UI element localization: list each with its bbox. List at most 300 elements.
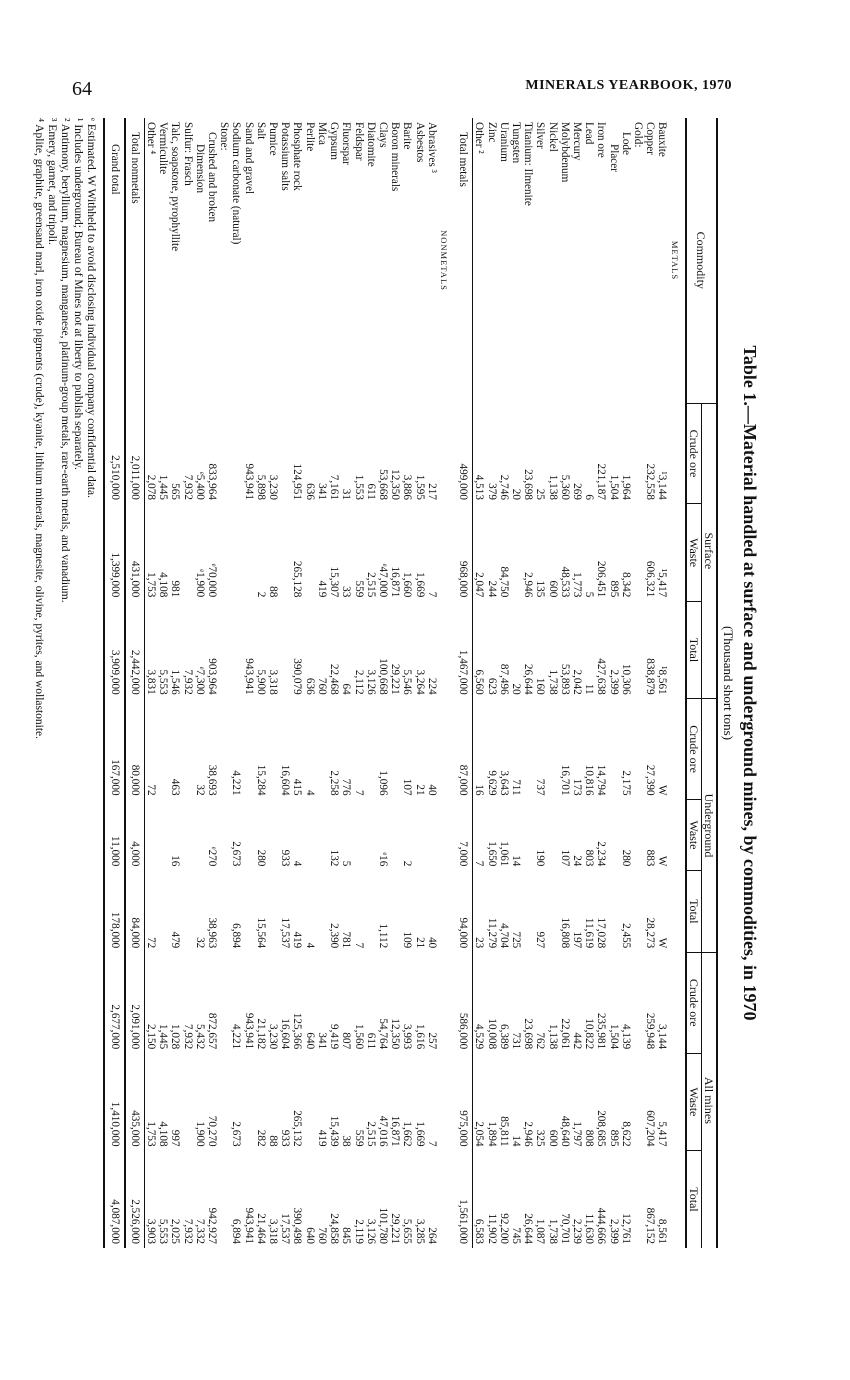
value-cell-a-total: 264 <box>425 1227 438 1244</box>
value-cell-u-ore <box>181 699 193 800</box>
table-row <box>510 118 522 1248</box>
value-cell-s-total: ᵉ7,300 <box>193 666 206 695</box>
value-cell-a-total: 6,583 <box>473 1218 486 1244</box>
value-cell-s-ore: 124,951 <box>291 463 304 500</box>
value-cell-s-waste: 1,753 <box>145 572 158 598</box>
value-cell-a-total: 745 <box>509 1227 522 1244</box>
value-cell-u-total <box>632 870 644 952</box>
commodity-name: Total metals <box>454 118 473 403</box>
commodity-header: Commodity <box>686 118 717 403</box>
value-cell-a-total: 942,927 <box>206 1207 219 1244</box>
value-cell-a-waste: 16,871 <box>389 1115 402 1147</box>
value-cell-a-ore: 5,432 <box>193 1024 206 1050</box>
commodity-name: Boron minerals <box>389 122 402 192</box>
value-cell-a-ore: 731 <box>509 1032 522 1050</box>
value-cell-s-total <box>230 601 242 698</box>
value-cell-a-waste: 5,417 <box>656 1121 669 1147</box>
value-cell-a-total: 2,526,000 <box>125 1151 145 1248</box>
value-cell-u-total <box>181 870 193 952</box>
value-cell-s-total: 11 <box>583 683 596 695</box>
footnotes <box>32 118 97 1248</box>
value-cell-u-total: 17,028 <box>595 917 608 949</box>
value-cell-u-ore <box>316 699 328 800</box>
value-cell-u-ore: 167,000 <box>104 699 124 800</box>
value-cell-s-waste <box>218 504 230 601</box>
value-cell-s-ore: 1,445 <box>157 474 170 500</box>
value-cell-u-ore: 15,284 <box>254 764 267 796</box>
value-cell-s-waste: 206,451 <box>595 560 608 598</box>
all-waste-header: Waste <box>686 1053 702 1150</box>
value-cell-a-total: 2,239 <box>570 1218 583 1244</box>
value-cell-s-waste <box>304 504 316 601</box>
value-cell-a-ore: 54,764 <box>376 1018 389 1050</box>
value-cell-s-waste: 981 <box>169 580 182 598</box>
value-cell-u-total: 109 <box>401 931 414 949</box>
value-cell-s-ore: 611 <box>364 483 377 500</box>
value-cell-a-ore: 12,350 <box>389 1018 402 1050</box>
value-cell-u-ore: 415 <box>291 778 304 796</box>
value-cell-s-ore: 25 <box>534 488 547 500</box>
value-cell-s-ore: 269 <box>570 483 583 500</box>
commodity-name: Sodium carbonate (natural) <box>230 122 243 245</box>
commodity-name: Perlite <box>303 122 316 152</box>
value-cell-u-waste <box>316 800 328 871</box>
value-cell-u-total: 7 <box>352 942 365 949</box>
value-cell-a-waste <box>181 1053 193 1150</box>
value-cell-a-waste: 7 <box>425 1140 438 1147</box>
value-cell-u-total <box>389 870 401 952</box>
table-row <box>534 118 546 1248</box>
value-cell-s-ore: 565 <box>169 483 182 500</box>
value-cell-a-waste: 975,000 <box>454 1053 473 1150</box>
value-cell-s-total: 3,318 <box>267 669 280 695</box>
commodity-name: Iron ore <box>595 122 608 158</box>
value-cell-u-total: 178,000 <box>104 870 124 952</box>
commodity-name: Barite <box>401 122 414 150</box>
value-cell-s-ore: 1,553 <box>352 474 365 500</box>
value-cell-u-ore <box>389 699 401 800</box>
table-row <box>498 118 510 1248</box>
value-cell-a-total: 17,537 <box>279 1213 292 1244</box>
value-cell-a-ore <box>632 952 644 1053</box>
table-row <box>352 118 364 1248</box>
value-cell-a-total: 101,780 <box>376 1207 389 1244</box>
commodity-name: Stone: <box>218 122 231 151</box>
value-cell-u-waste: 11,000 <box>104 800 124 871</box>
commodity-name: Gypsum <box>328 122 341 160</box>
value-cell-a-ore: 7,932 <box>181 1024 194 1050</box>
value-cell-s-waste: 1,399,000 <box>104 504 124 601</box>
value-cell-u-ore: 80,000 <box>125 699 145 800</box>
value-cell-a-waste: 1,753 <box>145 1121 158 1147</box>
all-crude-ore-header: Crude ore <box>686 952 702 1053</box>
value-cell-u-ore <box>242 699 254 800</box>
value-cell-a-total: 7,932 <box>181 1218 194 1244</box>
value-cell-s-ore <box>279 403 291 504</box>
table-row <box>522 118 534 1248</box>
value-cell-u-waste: 16 <box>169 855 182 867</box>
value-cell-u-total: 23 <box>473 937 486 949</box>
value-cell-s-waste: ᵉ1,900 <box>193 569 206 598</box>
table-row <box>656 118 668 1248</box>
value-cell-u-waste <box>157 800 169 871</box>
value-cell-u-waste: 280 <box>619 849 632 867</box>
value-cell-a-total: 2,025 <box>169 1218 182 1244</box>
value-cell-a-ore: 1,560 <box>352 1024 365 1050</box>
value-cell-u-waste <box>365 800 377 871</box>
value-cell-a-total: 12,761 <box>619 1213 632 1244</box>
value-cell-a-waste: 4,108 <box>157 1121 170 1147</box>
table-row <box>620 118 632 1248</box>
value-cell-u-waste <box>267 800 279 871</box>
value-cell-u-waste: 1,061 <box>497 841 510 867</box>
value-cell-s-ore: 12,350 <box>389 469 402 500</box>
value-cell-s-ore: 31 <box>340 488 353 500</box>
value-cell-s-waste: 265,128 <box>291 560 304 598</box>
commodity-name: Fluorspar <box>340 122 353 165</box>
commodity-name: Mercury <box>570 122 583 161</box>
footnote: ² Antimony, beryllium, magnesium, manganese, platinum-group metals, rare-earth metals, and vanadium. <box>59 118 72 603</box>
value-cell-u-total: 16,808 <box>558 917 571 949</box>
total-nonmetals-row <box>125 118 145 1248</box>
value-cell-u-waste: 4 <box>291 860 304 867</box>
value-cell-s-ore: 5,898 <box>254 474 267 500</box>
value-cell-s-total: 760 <box>315 677 328 695</box>
footnote: ³ Emery, garnet, and tripoli. <box>46 118 59 245</box>
value-cell-a-ore: 3,993 <box>401 1024 414 1050</box>
value-cell-s-total: 2,442,000 <box>125 601 145 698</box>
value-cell-s-waste: 5 <box>583 591 596 598</box>
value-cell-s-ore: 5,360 <box>558 474 571 500</box>
value-cell-a-ore: 16,604 <box>279 1018 292 1050</box>
table-row <box>267 118 279 1248</box>
value-cell-s-ore: 341 <box>315 483 328 500</box>
value-cell-s-waste: 1,773 <box>570 572 583 598</box>
value-cell-a-total: 3,318 <box>267 1218 280 1244</box>
value-cell-a-ore: 807 <box>340 1032 353 1050</box>
value-cell-s-ore: 7,161 <box>328 474 341 500</box>
value-cell-u-waste: 132 <box>328 849 341 867</box>
table-row <box>169 118 181 1248</box>
value-cell-a-ore: 4,139 <box>619 1024 632 1050</box>
value-cell-a-ore: 640 <box>303 1032 316 1050</box>
value-cell-a-total: 760 <box>315 1227 328 1244</box>
commodity-name: Copper <box>644 122 657 155</box>
footnote: ᵉ Estimated. W Withheld to avoid disclosing individual company confidential data. <box>85 118 98 498</box>
commodity-name: Pumice <box>267 122 280 156</box>
value-cell-s-total: 427,638 <box>595 658 608 695</box>
table-row <box>595 118 607 1248</box>
commodity-name: Titanium: Ilmenite <box>522 122 535 206</box>
value-cell-s-total: 5,553 <box>157 669 170 695</box>
value-cell-u-ore: 9,629 <box>485 770 498 796</box>
total-metals-row <box>454 118 473 1248</box>
value-cell-s-waste: 33 <box>340 586 353 598</box>
value-cell-u-total: 6,894 <box>230 923 243 949</box>
commodity-name: Total nonmetals <box>125 118 145 403</box>
table-row <box>291 118 303 1248</box>
table-row <box>632 118 644 1248</box>
value-cell-s-total: 3,831 <box>145 669 158 695</box>
value-cell-a-waste <box>218 1053 230 1150</box>
value-cell-s-total: 1,546 <box>169 669 182 695</box>
value-cell-a-ore: 23,698 <box>522 1018 535 1050</box>
value-cell-u-ore: 107 <box>401 778 414 796</box>
value-cell-a-waste: 70,270 <box>206 1115 219 1147</box>
value-cell-a-total: 70,701 <box>558 1213 571 1244</box>
material-handled-table <box>103 118 718 1248</box>
table-title: Table 1.—Material handled at surface and underground mines, by commodities, in 1970 <box>740 345 760 1021</box>
value-cell-a-ore: 2,677,000 <box>104 952 124 1053</box>
value-cell-u-total: 4 <box>303 942 316 949</box>
commodity-name: Tungsten <box>509 122 522 164</box>
value-cell-s-waste <box>181 504 193 601</box>
value-cell-u-total: 419 <box>291 931 304 949</box>
commodity-name: Asbestos <box>413 122 426 163</box>
value-cell-a-waste: 48,640 <box>558 1115 571 1147</box>
value-cell-u-waste: 2 <box>401 860 414 867</box>
table-row <box>181 118 193 1248</box>
table-subtitle: (Thousand short tons) <box>721 625 736 741</box>
value-cell-u-ore: 3,643 <box>497 770 510 796</box>
surface-crude-ore-header: Crude ore <box>686 403 702 504</box>
value-cell-a-waste: 997 <box>169 1129 182 1147</box>
page-number: 64 <box>72 78 92 100</box>
value-cell-u-waste <box>413 800 425 871</box>
value-cell-s-total: 903,964 <box>206 658 219 695</box>
value-cell-u-total: 40 <box>425 937 438 949</box>
value-cell-a-ore: 3,230 <box>267 1024 280 1050</box>
value-cell-s-ore: 221,187 <box>595 463 608 500</box>
value-cell-s-total: 7,932 <box>181 669 194 695</box>
value-cell-s-waste: 968,000 <box>454 504 473 601</box>
value-cell-u-waste: 7,000 <box>454 800 473 871</box>
value-cell-s-ore: 1,138 <box>546 474 559 500</box>
value-cell-s-ore: 499,000 <box>454 403 473 504</box>
value-cell-a-total: 21,464 <box>254 1213 267 1244</box>
value-cell-s-total: 1,738 <box>546 669 559 695</box>
value-cell-s-total: 5,546 <box>401 669 414 695</box>
table-row <box>559 118 571 1248</box>
value-cell-a-total: 5,655 <box>401 1218 414 1244</box>
table-row <box>365 118 377 1248</box>
value-cell-s-ore: 1,964 <box>619 474 632 500</box>
value-cell-a-ore: 1,445 <box>157 1024 170 1050</box>
value-cell-s-waste: 16,871 <box>389 566 402 598</box>
value-cell-s-total: 636 <box>303 677 316 695</box>
value-cell-u-waste <box>242 800 254 871</box>
value-cell-a-ore: 235,981 <box>595 1012 608 1050</box>
value-cell-s-total <box>632 601 644 698</box>
value-cell-s-ore: ¹3,144 <box>656 471 669 500</box>
commodity-name: Feldspar <box>352 122 365 161</box>
commodity-name: Talc, soapstone, pyrophyllite <box>169 122 182 252</box>
commodity-name: Other ⁴ <box>145 122 158 155</box>
table-row <box>401 118 413 1248</box>
value-cell-s-waste: ᵉ70,000 <box>206 563 219 598</box>
value-cell-s-ore: 2,078 <box>145 474 158 500</box>
commodity-name: Lode <box>619 132 632 155</box>
value-cell-s-total: 390,079 <box>291 658 304 695</box>
rotated-table-block <box>33 118 760 1248</box>
value-cell-u-total: 38,963 <box>206 917 219 949</box>
value-cell-a-ore: 2,150 <box>145 1024 158 1050</box>
value-cell-u-ore: 16,604 <box>279 764 292 796</box>
value-cell-a-total: 640 <box>303 1227 316 1244</box>
value-cell-a-ore: 341 <box>315 1032 328 1050</box>
table-row <box>218 118 230 1248</box>
value-cell-s-total: 26,644 <box>522 663 535 695</box>
value-cell-a-total: 5,553 <box>157 1218 170 1244</box>
value-cell-a-total: 3,285 <box>413 1218 426 1244</box>
value-cell-s-ore: 7,932 <box>181 474 194 500</box>
commodity-name: Bauxite <box>656 122 669 157</box>
value-cell-a-ore: 9,419 <box>328 1024 341 1050</box>
commodity-name: Dimension <box>193 144 206 194</box>
value-cell-u-ore: 10,816 <box>583 764 596 796</box>
value-cell-u-total: 2,390 <box>328 923 341 949</box>
value-cell-s-total: 943,941 <box>242 658 255 695</box>
value-cell-s-ore: ᵉ5,400 <box>193 471 206 500</box>
value-cell-a-waste: 435,000 <box>125 1053 145 1150</box>
value-cell-u-ore: 776 <box>340 778 353 796</box>
commodity-name: Lead <box>583 122 596 145</box>
value-cell-s-total: 53,893 <box>558 663 571 695</box>
underground-waste-header: Waste <box>686 800 702 871</box>
value-cell-a-ore: 10,008 <box>485 1018 498 1050</box>
value-cell-a-ore: 442 <box>570 1032 583 1050</box>
value-cell-a-total: 943,941 <box>242 1207 255 1244</box>
value-cell-s-ore: 53,668 <box>376 469 389 500</box>
value-cell-u-ore: 72 <box>145 784 158 796</box>
value-cell-a-waste: 559 <box>352 1129 365 1147</box>
commodity-name: Sand and gravel <box>242 122 255 195</box>
commodity-name: Phosphate rock <box>291 122 304 191</box>
value-cell-a-total: 867,152 <box>644 1207 657 1244</box>
value-cell-u-total: 11,619 <box>583 917 596 949</box>
value-cell-a-waste <box>304 1053 316 1150</box>
value-cell-u-ore: 711 <box>509 779 522 796</box>
value-cell-a-waste: 1,410,000 <box>104 1053 124 1150</box>
value-cell-s-waste: 2,515 <box>364 572 377 598</box>
table-row <box>157 118 169 1248</box>
value-cell-s-total: 3,126 <box>364 669 377 695</box>
value-cell-u-waste: ᵉ16 <box>376 852 389 867</box>
table-row <box>644 118 656 1248</box>
value-cell-s-waste: 1,660 <box>401 572 414 598</box>
value-cell-s-total: 6,560 <box>473 669 486 695</box>
value-cell-a-waste: 808 <box>583 1129 596 1147</box>
table-row <box>426 118 438 1248</box>
value-cell-u-waste <box>218 800 230 871</box>
value-cell-u-ore: 16 <box>473 784 486 796</box>
value-cell-a-total: 6,894 <box>230 1218 243 1244</box>
value-cell-u-ore <box>157 699 169 800</box>
value-cell-s-total: ¹8,561 <box>656 666 669 695</box>
value-cell-s-waste: 559 <box>352 580 365 598</box>
value-cell-s-total: 29,221 <box>389 663 402 695</box>
value-cell-u-waste <box>632 800 644 871</box>
value-cell-s-waste: 84,750 <box>497 566 510 598</box>
underground-total-header: Total <box>686 870 702 952</box>
value-cell-a-waste: 325 <box>534 1129 547 1147</box>
value-cell-a-total: 24,858 <box>328 1213 341 1244</box>
value-cell-a-total: 2,399 <box>607 1218 620 1244</box>
value-cell-u-total <box>607 870 619 952</box>
value-cell-s-waste <box>510 504 522 601</box>
value-cell-u-ore: 4,221 <box>230 770 243 796</box>
value-cell-a-total: 7,332 <box>193 1218 206 1244</box>
value-cell-u-waste <box>144 800 157 871</box>
value-cell-u-total <box>157 870 169 952</box>
table-row <box>304 118 316 1248</box>
value-cell-s-waste: ᵉ47,000 <box>376 563 389 598</box>
value-cell-s-total: 5,900 <box>254 669 267 695</box>
table-row <box>316 118 328 1248</box>
value-cell-s-ore: 232,558 <box>644 463 657 500</box>
value-cell-s-waste: 4,108 <box>157 572 170 598</box>
value-cell-a-waste: 600 <box>546 1129 559 1147</box>
value-cell-s-ore: 23,698 <box>522 469 535 500</box>
value-cell-a-total: 29,221 <box>389 1213 402 1244</box>
running-head: MINERALS YEARBOOK, 1970 <box>525 78 732 93</box>
grand-total-row <box>104 118 124 1248</box>
table-row <box>194 118 206 1248</box>
value-cell-u-total <box>522 870 534 952</box>
value-cell-a-total <box>218 1151 230 1248</box>
value-cell-a-total: 26,644 <box>522 1213 535 1244</box>
value-cell-u-ore <box>267 699 279 800</box>
value-cell-u-ore: 463 <box>169 778 182 796</box>
value-cell-a-ore <box>218 952 230 1053</box>
value-cell-s-waste: 244 <box>485 580 498 598</box>
value-cell-u-waste: 1,650 <box>485 841 498 867</box>
value-cell-u-total: 94,000 <box>454 870 473 952</box>
value-cell-a-ore: 125,366 <box>291 1012 304 1050</box>
nonmetals-section-label: NONMETALS <box>438 230 449 291</box>
value-cell-u-waste <box>522 800 534 871</box>
value-cell-a-waste: 47,016 <box>376 1115 389 1147</box>
value-cell-s-waste: 48,533 <box>558 566 571 598</box>
value-cell-u-total: 4,704 <box>497 923 510 949</box>
value-cell-s-total: 22,468 <box>328 663 341 695</box>
value-cell-s-total: 224 <box>425 677 438 695</box>
commodity-name: Grand total <box>104 118 124 403</box>
value-cell-a-total: 3,903 <box>145 1218 158 1244</box>
value-cell-u-ore <box>632 699 644 800</box>
commodity-name: Diatomite <box>364 122 377 167</box>
nonmetals-section <box>438 118 454 1248</box>
value-cell-s-waste: 8,342 <box>619 572 632 598</box>
value-cell-u-ore <box>522 699 534 800</box>
value-cell-u-waste <box>304 800 316 871</box>
value-cell-u-waste: 883 <box>644 849 657 867</box>
commodity-name: Abrasives ³ <box>425 122 438 173</box>
underground-header: Underground <box>701 699 717 953</box>
value-cell-u-total: W <box>656 937 669 949</box>
value-cell-s-total: 160 <box>534 677 547 695</box>
value-cell-a-waste: 2,054 <box>473 1121 486 1147</box>
value-cell-a-waste: 15,439 <box>328 1115 341 1147</box>
surface-header: Surface <box>701 403 717 699</box>
value-cell-s-ore: 3,886 <box>401 474 414 500</box>
value-cell-u-total: 927 <box>534 931 547 949</box>
value-cell-s-total: 838,879 <box>644 658 657 695</box>
value-cell-u-ore: W <box>656 785 669 796</box>
value-cell-s-ore: 20 <box>509 488 522 500</box>
table-row <box>279 118 291 1248</box>
value-cell-a-ore: 22,061 <box>558 1018 571 1050</box>
